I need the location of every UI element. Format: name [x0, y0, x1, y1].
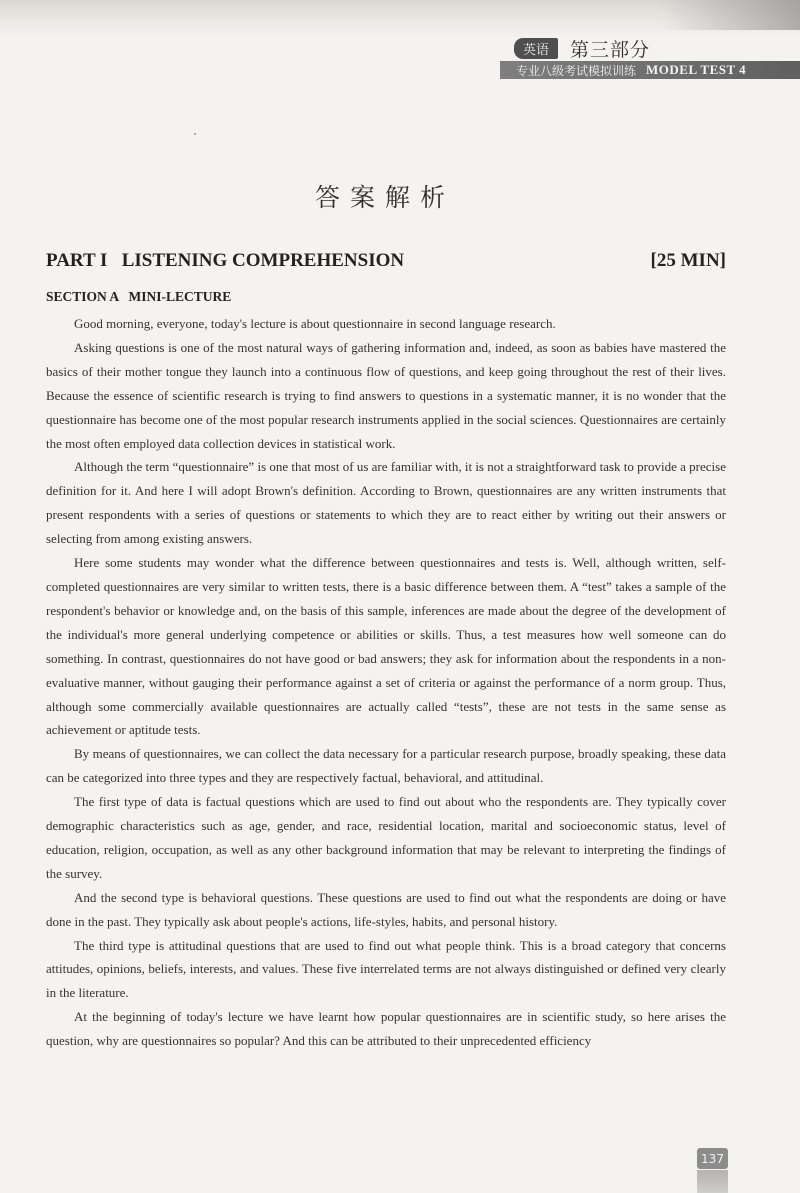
- running-header-top: [514, 36, 650, 60]
- paragraph: Here some students may wonder what the difference between questionnaires and tests is. Well, although written, self-completed questionnaires are very similar to written tests, there is a basic difference between them. A “test” takes a sample of the respondent's behavior or knowledge and, on the basis of this sample, inferences are made about the degree of the development of the individual's more general underlying competence or abilities or skills. Thus, a test measures how well someone can do something. In contrast, questionnaires do not have good or bad answers; they ask for information about the respondents in a non-evaluative manner, without gauging their performance against a set of criteria or against the performance of a norm group. Thus, although some commercially available questionnaires are actually called “tests”, these are not tests in the same sense as achievement or aptitude tests.: [46, 555, 726, 738]
- section-heading: SECTION A MINI-LECTURE: [46, 289, 232, 304]
- paragraph: Asking questions is one of the most natural ways of gathering information and, indeed, as soon as babies have mastered the basics of their mother tongue they launch into a continuous flow of questions, and keep going throughout the rest of their lives. Because the essence of scientific research is trying to find answers to questions in a systematic manner, it is no wonder that the questionnaire has become one of the most popular research instruments applied in the social sciences. Questionnaires are certainly the most often employed data collection devices in statistical work.: [46, 339, 726, 451]
- speck: [194, 133, 196, 135]
- paragraph: At the beginning of today's lecture we have learnt how popular questionnaires are in scientific study, so here arises the question, why are questionnaires so popular? And this can be attributed to their unprecedented efficiency: [46, 1009, 726, 1049]
- page-number: 137: [697, 1148, 728, 1169]
- strip-english-title: MODEL TEST 4: [646, 62, 747, 77]
- paragraph: Although the term “questionnaire” is one that most of us are familiar with, it is not a straightforward task to provide a precise definition for it. And here I will adopt Brown's definition. According to Brown, questionnaires are any written instruments that present respondents with a series of questions or statements to which they are to react either by writing out their answers or selecting from among existing answers.: [46, 459, 726, 547]
- part-heading: [46, 250, 726, 272]
- running-header: [500, 36, 800, 82]
- lecture-transcript: [46, 312, 726, 1053]
- part-title: 第三部分: [570, 38, 651, 61]
- part-heading-title: PART I LISTENING COMPREHENSION: [46, 250, 405, 271]
- language-badge: 英语: [514, 38, 558, 59]
- part-heading-time: [25 MIN]: [650, 250, 726, 271]
- strip-chinese-title: 专业八级考试模拟训练: [516, 63, 637, 78]
- paragraph: By means of questionnaires, we can collect the data necessary for a particular research purpose, broadly speaking, these data can be categorized into three types and they are respectively factual, behavioral, and attitudinal.: [46, 746, 726, 786]
- page-corner-shadow: [660, 0, 800, 30]
- running-header-strip: [500, 61, 800, 79]
- paragraph: And the second type is behavioral questions. These questions are used to find out what the respondents are doing or have done in the past. They typically ask about people's actions, life-styles, habits, and personal history.: [46, 889, 726, 929]
- paragraph: Good morning, everyone, today's lecture is about questionnaire in second language research.: [74, 316, 556, 331]
- paragraph: The first type of data is factual questions which are used to find out about who the respondents are. They typically cover demographic characteristics such as age, gender, and race, residential location, marital and socioeconomic status, level of education, religion, occupation, as well as any other background information that may be relevant to interpreting the findings of the survey.: [46, 794, 726, 881]
- page-edge-tab: [697, 1170, 728, 1193]
- page-heading: 答案解析: [314, 183, 455, 212]
- paragraph: The third type is attitudinal questions that are used to find out what people think. This is a broad category that concerns attitudes, opinions, beliefs, interests, and values. These five interrelated terms are not always distinguished or defined very clearly in the literature.: [46, 937, 726, 1001]
